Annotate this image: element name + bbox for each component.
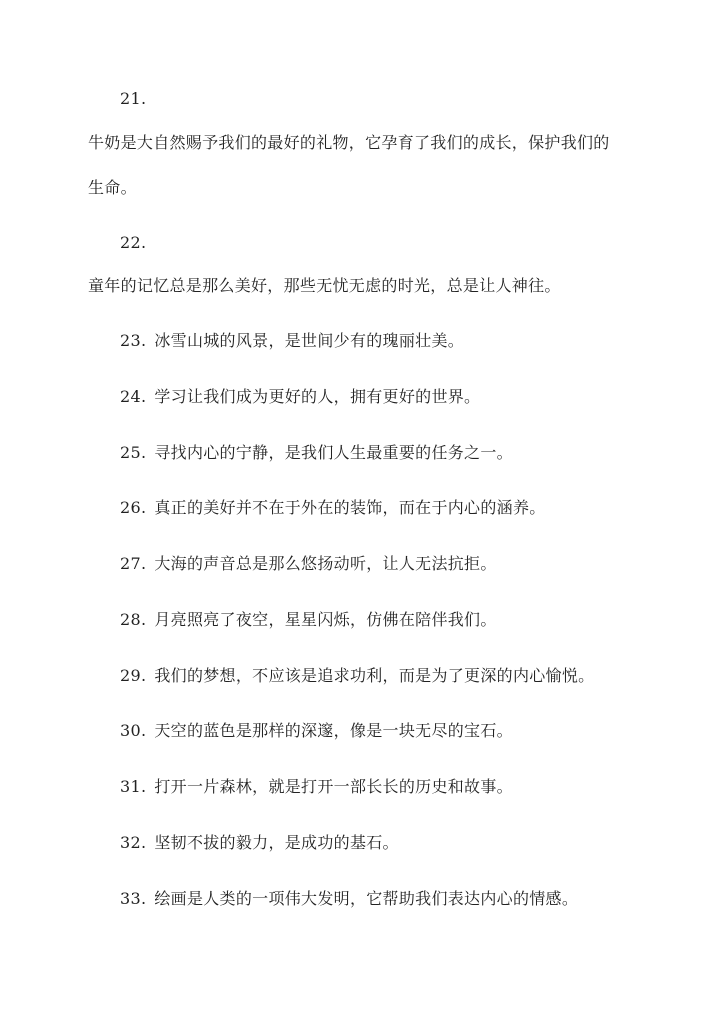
item-number: 23. [120, 331, 147, 350]
item-text: 我们的梦想，不应该是追求功利，而是为了更深的内心愉悦。 [154, 666, 595, 685]
item-number: 33. [120, 889, 147, 908]
item-number: 32. [120, 833, 147, 852]
list-item-25 [120, 443, 513, 463]
item-number: 26. [120, 498, 147, 517]
item-text: 绘画是人类的一项伟大发明，它帮助我们表达内心的情感。 [154, 889, 579, 908]
list-item-29 [120, 666, 594, 686]
item-text: 真正的美好并不在于外在的装饰，而在于内心的涵养。 [154, 498, 546, 517]
item-number: 27. [120, 554, 147, 573]
item-number: 28. [120, 610, 147, 629]
item-text: 坚韧不拔的毅力，是成功的基石。 [154, 833, 399, 852]
item-text: 冰雪山城的风景，是世间少有的瑰丽壮美。 [154, 331, 465, 350]
list-item-27 [120, 554, 497, 574]
list-item-26 [120, 498, 546, 518]
item-22-text-line-1: 童年的记忆总是那么美好，那些无忧无虑的时光，总是让人神往。 [88, 276, 561, 295]
item-22-number: 22. [120, 233, 147, 252]
item-21-number: 21. [120, 89, 147, 108]
list-item-28 [120, 610, 497, 630]
item-21-text-line-1: 牛奶是大自然赐予我们的最好的礼物，它孕育了我们的成长，保护我们的 [88, 133, 610, 152]
list-item-30 [120, 721, 513, 741]
item-text: 打开一片森林，就是打开一部长长的历史和故事。 [154, 777, 513, 796]
list-item-32 [120, 833, 399, 853]
item-text: 月亮照亮了夜空，星星闪烁，仿佛在陪伴我们。 [154, 610, 497, 629]
item-21-text-line-2: 生命。 [88, 178, 137, 197]
item-text: 学习让我们成为更好的人，拥有更好的世界。 [154, 387, 481, 406]
list-item-23 [120, 331, 464, 351]
item-text: 大海的声音总是那么悠扬动听，让人无法抗拒。 [154, 554, 497, 573]
item-number: 29. [120, 666, 147, 685]
item-number: 31. [120, 777, 147, 796]
list-item-24 [120, 387, 480, 407]
list-item-31 [120, 777, 513, 797]
item-text: 寻找内心的宁静，是我们人生最重要的任务之一。 [154, 443, 513, 462]
list-item-33 [120, 889, 578, 909]
item-number: 30. [120, 721, 147, 740]
item-text: 天空的蓝色是那样的深邃，像是一块无尽的宝石。 [154, 721, 513, 740]
item-number: 25. [120, 443, 147, 462]
item-number: 24. [120, 387, 147, 406]
